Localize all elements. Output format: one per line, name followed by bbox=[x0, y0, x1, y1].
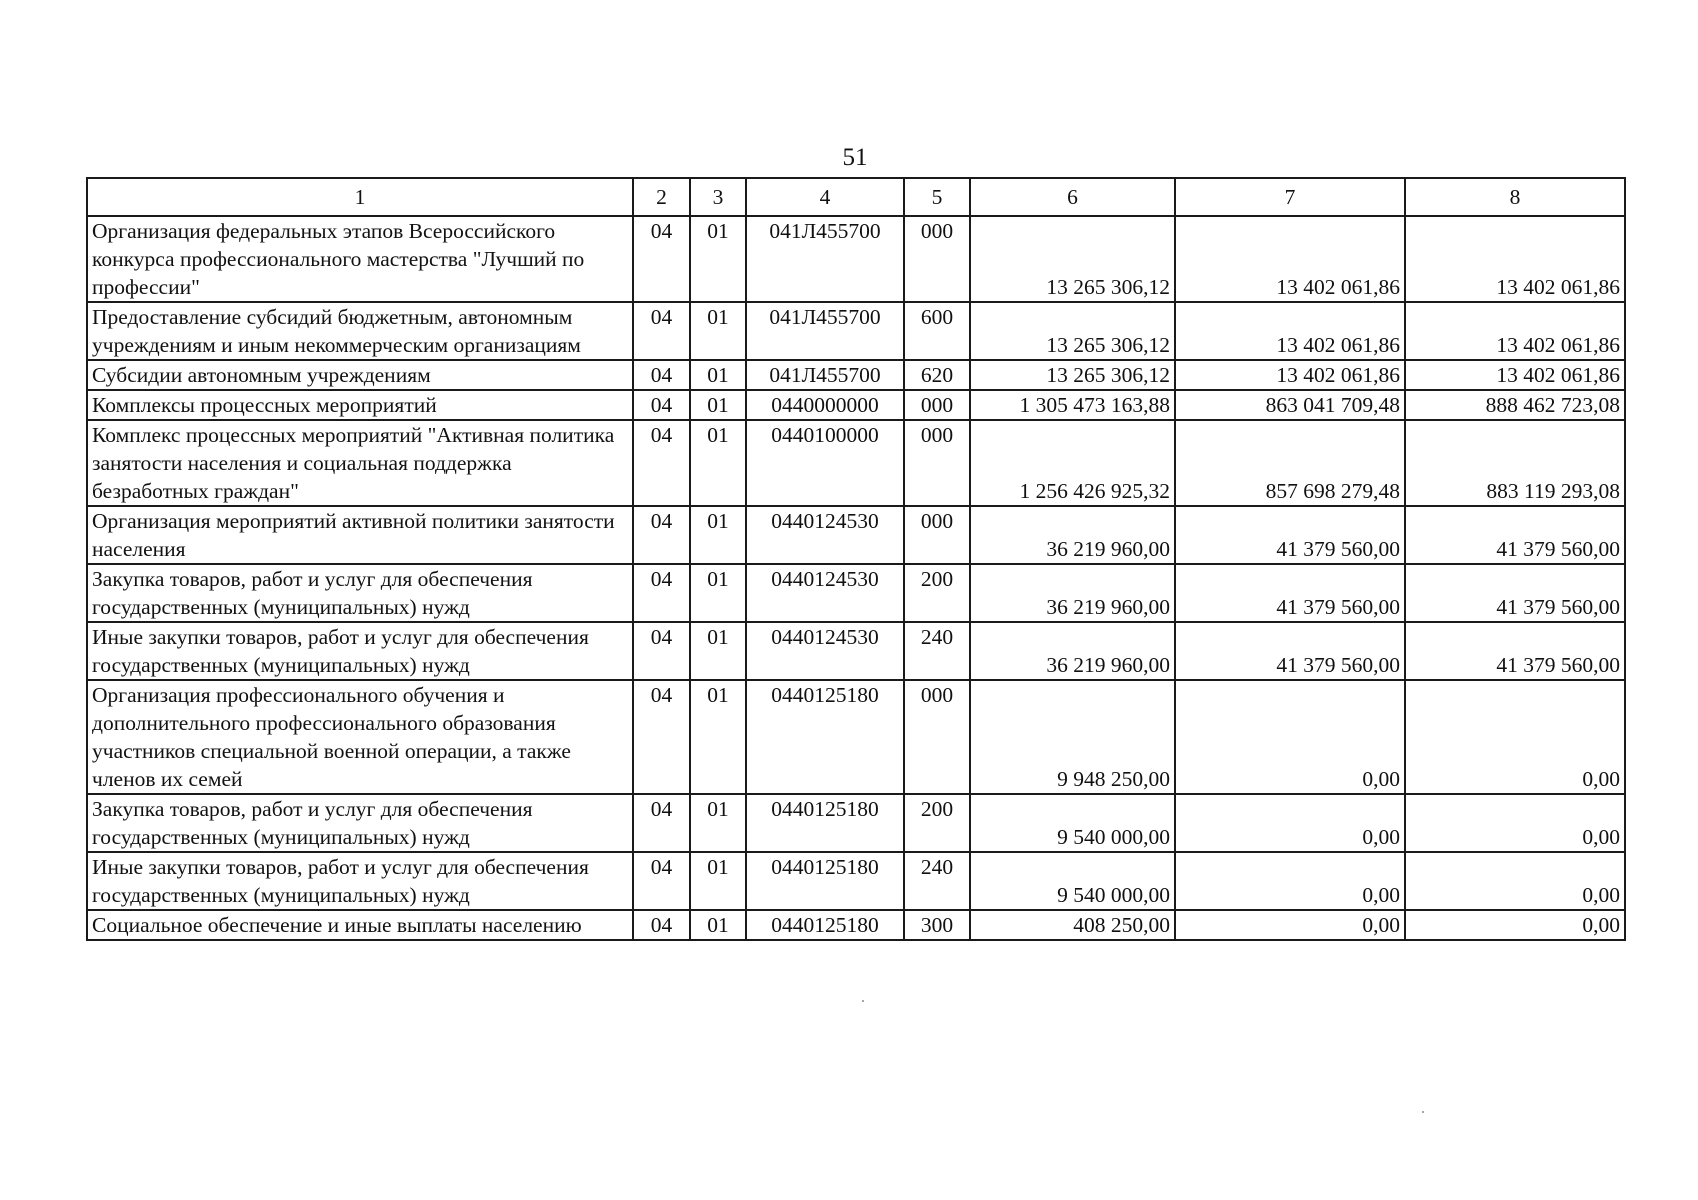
amount-year2-cell: 13 402 061,86 bbox=[1175, 216, 1405, 302]
table-row bbox=[87, 852, 1625, 910]
column-header: 5 bbox=[904, 178, 970, 216]
section-code-cell: 04 bbox=[633, 564, 690, 622]
row-name-cell: Социальное обеспечение и иные выплаты населению bbox=[87, 910, 633, 940]
target-article-cell: 041Л455700 bbox=[746, 360, 904, 390]
section-code-cell: 04 bbox=[633, 360, 690, 390]
expense-type-cell: 200 bbox=[904, 794, 970, 852]
column-header: 2 bbox=[633, 178, 690, 216]
section-code-cell: 04 bbox=[633, 852, 690, 910]
amount-year2-cell: 41 379 560,00 bbox=[1175, 564, 1405, 622]
target-article-cell: 0440125180 bbox=[746, 910, 904, 940]
expense-type-cell: 000 bbox=[904, 216, 970, 302]
amount-year3-cell: 13 402 061,86 bbox=[1405, 360, 1625, 390]
amount-year2-cell: 857 698 279,48 bbox=[1175, 420, 1405, 506]
section-code-cell: 04 bbox=[633, 506, 690, 564]
amount-year1-cell: 9 948 250,00 bbox=[970, 680, 1175, 794]
target-article-cell: 041Л455700 bbox=[746, 302, 904, 360]
column-header: 7 bbox=[1175, 178, 1405, 216]
amount-year2-cell: 13 402 061,86 bbox=[1175, 302, 1405, 360]
table-row bbox=[87, 622, 1625, 680]
amount-year1-cell: 36 219 960,00 bbox=[970, 564, 1175, 622]
expense-type-cell: 200 bbox=[904, 564, 970, 622]
expense-type-cell: 240 bbox=[904, 622, 970, 680]
amount-year1-cell: 13 265 306,12 bbox=[970, 216, 1175, 302]
expense-type-cell: 000 bbox=[904, 420, 970, 506]
row-name-cell: Организация профессионального обучения и дополнительного профессионального образования участников специальной военной операции, а также членов их семей bbox=[87, 680, 633, 794]
table-row bbox=[87, 390, 1625, 420]
subsection-code-cell: 01 bbox=[690, 910, 746, 940]
table-row bbox=[87, 680, 1625, 794]
subsection-code-cell: 01 bbox=[690, 302, 746, 360]
scan-speck bbox=[1422, 1111, 1424, 1113]
column-header: 8 bbox=[1405, 178, 1625, 216]
target-article-cell: 0440125180 bbox=[746, 680, 904, 794]
table-row bbox=[87, 506, 1625, 564]
amount-year2-cell: 0,00 bbox=[1175, 910, 1405, 940]
row-name-cell: Закупка товаров, работ и услуг для обеспечения государственных (муниципальных) нужд bbox=[87, 564, 633, 622]
target-article-cell: 0440125180 bbox=[746, 852, 904, 910]
target-article-cell: 0440124530 bbox=[746, 622, 904, 680]
scan-speck bbox=[862, 1000, 864, 1002]
subsection-code-cell: 01 bbox=[690, 794, 746, 852]
amount-year3-cell: 0,00 bbox=[1405, 910, 1625, 940]
expense-type-cell: 600 bbox=[904, 302, 970, 360]
page-number: 51 bbox=[842, 144, 868, 171]
amount-year2-cell: 41 379 560,00 bbox=[1175, 506, 1405, 564]
amount-year2-cell: 0,00 bbox=[1175, 794, 1405, 852]
amount-year3-cell: 13 402 061,86 bbox=[1405, 216, 1625, 302]
table-row bbox=[87, 420, 1625, 506]
subsection-code-cell: 01 bbox=[690, 506, 746, 564]
amount-year2-cell: 0,00 bbox=[1175, 680, 1405, 794]
column-header: 1 bbox=[87, 178, 633, 216]
target-article-cell: 0440100000 bbox=[746, 420, 904, 506]
section-code-cell: 04 bbox=[633, 622, 690, 680]
row-name-cell: Иные закупки товаров, работ и услуг для обеспечения государственных (муниципальных) нужд bbox=[87, 852, 633, 910]
table-row bbox=[87, 302, 1625, 360]
row-name-cell: Организация федеральных этапов Всероссийского конкурса профессионального мастерства "Лучший по профессии" bbox=[87, 216, 633, 302]
target-article-cell: 0440000000 bbox=[746, 390, 904, 420]
amount-year3-cell: 13 402 061,86 bbox=[1405, 302, 1625, 360]
section-code-cell: 04 bbox=[633, 390, 690, 420]
subsection-code-cell: 01 bbox=[690, 680, 746, 794]
header-row bbox=[87, 178, 1625, 216]
amount-year3-cell: 41 379 560,00 bbox=[1405, 506, 1625, 564]
section-code-cell: 04 bbox=[633, 794, 690, 852]
amount-year3-cell: 0,00 bbox=[1405, 852, 1625, 910]
amount-year1-cell: 408 250,00 bbox=[970, 910, 1175, 940]
amount-year3-cell: 883 119 293,08 bbox=[1405, 420, 1625, 506]
row-name-cell: Иные закупки товаров, работ и услуг для обеспечения государственных (муниципальных) нужд bbox=[87, 622, 633, 680]
amount-year1-cell: 1 256 426 925,32 bbox=[970, 420, 1175, 506]
expense-type-cell: 000 bbox=[904, 390, 970, 420]
amount-year2-cell: 0,00 bbox=[1175, 852, 1405, 910]
section-code-cell: 04 bbox=[633, 420, 690, 506]
amount-year1-cell: 13 265 306,12 bbox=[970, 302, 1175, 360]
amount-year3-cell: 41 379 560,00 bbox=[1405, 622, 1625, 680]
column-header: 6 bbox=[970, 178, 1175, 216]
subsection-code-cell: 01 bbox=[690, 216, 746, 302]
budget-table bbox=[86, 177, 1626, 941]
amount-year1-cell: 13 265 306,12 bbox=[970, 360, 1175, 390]
table-row bbox=[87, 564, 1625, 622]
column-header: 4 bbox=[746, 178, 904, 216]
section-code-cell: 04 bbox=[633, 302, 690, 360]
target-article-cell: 0440124530 bbox=[746, 564, 904, 622]
target-article-cell: 0440124530 bbox=[746, 506, 904, 564]
table-row bbox=[87, 216, 1625, 302]
amount-year3-cell: 41 379 560,00 bbox=[1405, 564, 1625, 622]
amount-year1-cell: 36 219 960,00 bbox=[970, 506, 1175, 564]
subsection-code-cell: 01 bbox=[690, 360, 746, 390]
amount-year2-cell: 13 402 061,86 bbox=[1175, 360, 1405, 390]
amount-year3-cell: 0,00 bbox=[1405, 794, 1625, 852]
table-row bbox=[87, 794, 1625, 852]
target-article-cell: 041Л455700 bbox=[746, 216, 904, 302]
expense-type-cell: 620 bbox=[904, 360, 970, 390]
target-article-cell: 0440125180 bbox=[746, 794, 904, 852]
subsection-code-cell: 01 bbox=[690, 622, 746, 680]
row-name-cell: Комплекс процессных мероприятий "Активная политика занятости населения и социальная поддержка безработных граждан" bbox=[87, 420, 633, 506]
amount-year1-cell: 9 540 000,00 bbox=[970, 852, 1175, 910]
subsection-code-cell: 01 bbox=[690, 390, 746, 420]
amount-year1-cell: 1 305 473 163,88 bbox=[970, 390, 1175, 420]
amount-year3-cell: 888 462 723,08 bbox=[1405, 390, 1625, 420]
subsection-code-cell: 01 bbox=[690, 564, 746, 622]
subsection-code-cell: 01 bbox=[690, 852, 746, 910]
table-row bbox=[87, 360, 1625, 390]
subsection-code-cell: 01 bbox=[690, 420, 746, 506]
row-name-cell: Организация мероприятий активной политики занятости населения bbox=[87, 506, 633, 564]
table-row bbox=[87, 910, 1625, 940]
amount-year1-cell: 9 540 000,00 bbox=[970, 794, 1175, 852]
column-header: 3 bbox=[690, 178, 746, 216]
amount-year2-cell: 41 379 560,00 bbox=[1175, 622, 1405, 680]
expense-type-cell: 240 bbox=[904, 852, 970, 910]
row-name-cell: Закупка товаров, работ и услуг для обеспечения государственных (муниципальных) нужд bbox=[87, 794, 633, 852]
expense-type-cell: 000 bbox=[904, 506, 970, 564]
amount-year3-cell: 0,00 bbox=[1405, 680, 1625, 794]
expense-type-cell: 300 bbox=[904, 910, 970, 940]
section-code-cell: 04 bbox=[633, 680, 690, 794]
amount-year1-cell: 36 219 960,00 bbox=[970, 622, 1175, 680]
row-name-cell: Предоставление субсидий бюджетным, автономным учреждениям и иным некоммерческим организациям bbox=[87, 302, 633, 360]
expense-type-cell: 000 bbox=[904, 680, 970, 794]
section-code-cell: 04 bbox=[633, 216, 690, 302]
section-code-cell: 04 bbox=[633, 910, 690, 940]
amount-year2-cell: 863 041 709,48 bbox=[1175, 390, 1405, 420]
row-name-cell: Комплексы процессных мероприятий bbox=[87, 390, 633, 420]
row-name-cell: Субсидии автономным учреждениям bbox=[87, 360, 633, 390]
